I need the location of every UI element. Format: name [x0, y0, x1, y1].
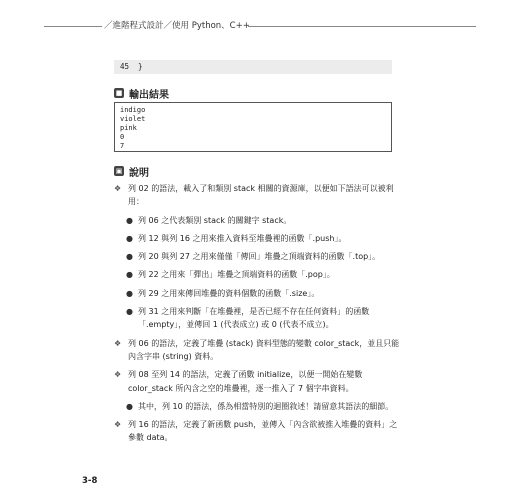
list-item-text: 列 02 的語法，載入了和類別 stack 相關的資源庫，以便如下語法可以被利用： [128, 184, 394, 207]
list-item [114, 182, 404, 209]
dot-bullet-icon: ● [126, 270, 133, 280]
dot-bullet-icon: ● [126, 401, 133, 411]
dot-bullet-icon: ● [126, 307, 133, 317]
dot-bullet-icon: ● [126, 233, 133, 243]
sub-list-item [114, 287, 404, 300]
notes-icon: ▣ [115, 166, 123, 175]
header-title: ／進階程式設計／使用 Python、C++ [104, 21, 250, 31]
dot-bullet-icon: ● [126, 288, 133, 298]
diamond-bullet-icon: ❖ [114, 370, 122, 380]
list-item-text: 列 06 的語法，定義了堆疊 (stack) 資料型態的變數 color_stack，並且只能內含字串 (string) 資料。 [128, 338, 400, 361]
explain-section-heading [114, 164, 149, 178]
sub-list-item [114, 232, 404, 245]
diamond-bullet-icon: ❖ [114, 184, 122, 193]
output-line: pink [120, 124, 137, 132]
dot-bullet-icon: ● [126, 215, 133, 225]
output-section-title: 輸出結果 [129, 89, 169, 101]
sub-item-text: 列 06 之代表類別 stack 的關鍵字 stack。 [138, 215, 292, 225]
header-rule-left [44, 26, 102, 27]
code-block [114, 60, 392, 74]
header-rule-right [248, 26, 476, 27]
running-header [0, 18, 520, 34]
list-item [114, 337, 404, 364]
explain-section-title: 說明 [129, 167, 149, 179]
sub-item-text: 列 31 之用來判斷「在堆疊裡，是否已經不存在任何資料」的函數「.empty」，並傳回 1 (代表成立) 或 0 (代表不成立)。 [138, 307, 370, 330]
sub-item-text: 列 12 與列 16 之用來推入資料至堆疊裡的函數「.push」。 [138, 233, 347, 243]
output-section-heading [114, 86, 169, 100]
list-item-text: 列 08 至列 14 的語法，定義了函數 initialize，以便一開始在變數 color_stack 所內含之空的堆疊裡，逐一推入了 7 個字串資料。 [128, 370, 363, 393]
diamond-bullet-icon: ❖ [114, 420, 122, 430]
explanation-list [114, 182, 404, 450]
list-item [114, 368, 404, 395]
list-item-text: 列 16 的語法，定義了新函數 push，並傳入「內含欲被推入堆疊的資料」之參數 data。 [128, 420, 398, 443]
sub-list-item [114, 305, 404, 332]
output-line: violet [120, 115, 146, 123]
output-line: 0 [120, 133, 125, 141]
sub-item-text: 列 22 之用來「彈出」堆疊之頂端資料的函數「.pop」。 [138, 270, 335, 280]
output-box [114, 102, 392, 152]
page-number: 3-8 [82, 476, 98, 486]
sub-list-item [114, 214, 404, 227]
sub-item-text: 其中，列 10 的語法，係為相當特別的迴圈敘述！請留意其語法的細節。 [138, 401, 394, 411]
list-item [114, 418, 404, 445]
output-icon: ■ [115, 88, 123, 97]
output-line: 7 [120, 142, 125, 150]
diamond-bullet-icon: ❖ [114, 338, 122, 348]
sub-item-text: 列 29 之用來傳回堆疊的資料個數的函數「.size」。 [138, 288, 320, 298]
sub-list-item [114, 268, 404, 281]
sub-list-item [114, 400, 404, 413]
sub-item-text: 列 20 與列 27 之用來僅僅「傳回」堆疊之頂端資料的函數「.top」。 [138, 252, 381, 262]
output-line: indigo [120, 106, 146, 114]
sub-list-item [114, 250, 404, 263]
code-line: 45 } [120, 62, 143, 71]
dot-bullet-icon: ● [126, 252, 133, 262]
